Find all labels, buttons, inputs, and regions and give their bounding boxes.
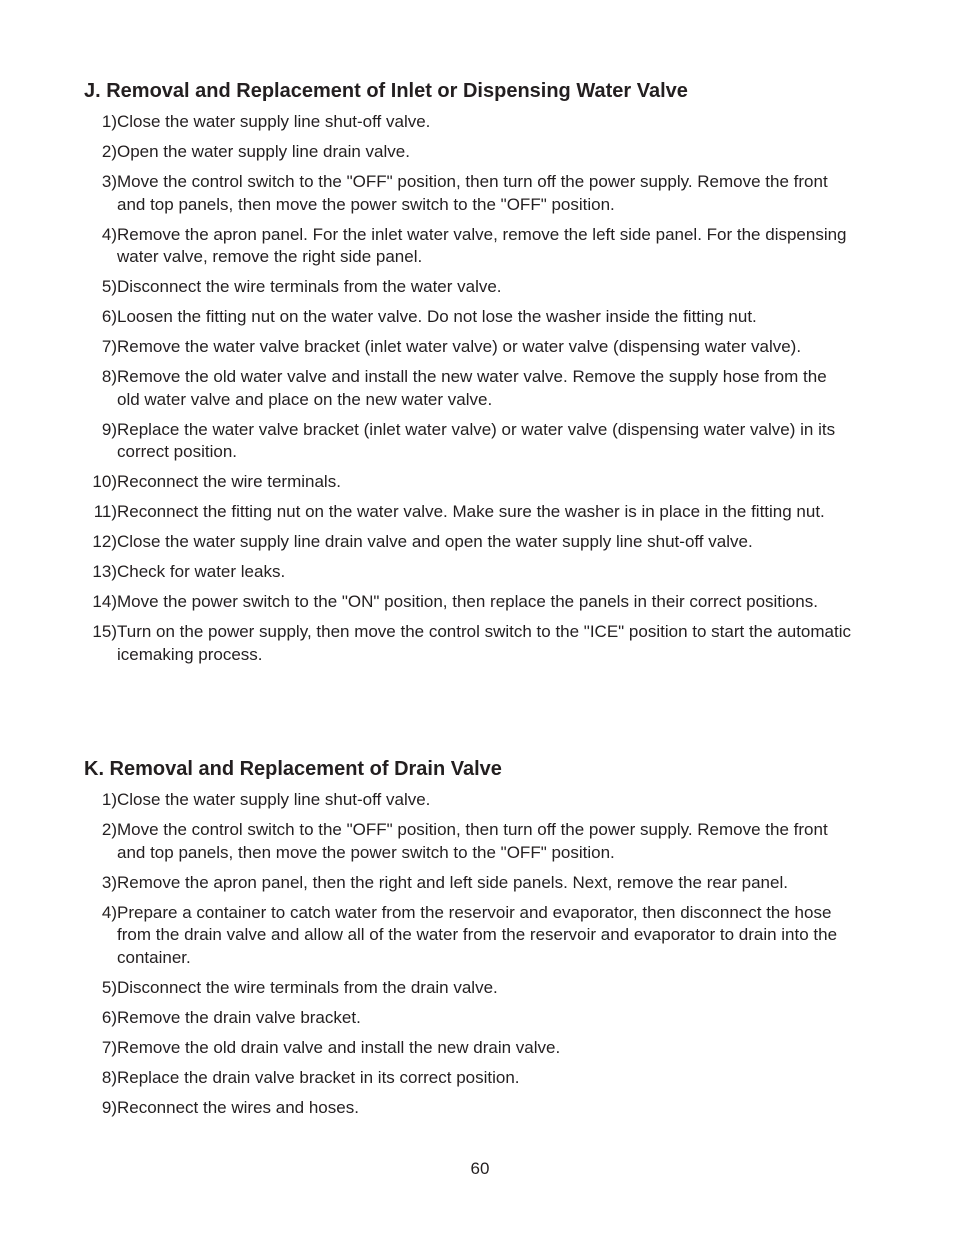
step-text: Remove the apron panel. For the inlet water valve, remove the left side panel. For the dispensing water valve, remove the right side panel.	[117, 224, 847, 266]
step-number: 2)	[101, 142, 117, 161]
step-number: 13)	[92, 562, 117, 581]
step-text: Remove the apron panel, then the right and left side panels. Next, remove the rear panel.	[117, 872, 788, 892]
list-item	[84, 621, 854, 666]
step-number: 15)	[92, 622, 117, 641]
step-number: 4)	[101, 224, 117, 244]
step-number: 9)	[101, 419, 117, 439]
step-text: Turn on the power supply, then move the control switch to the "ICE" position to start the automatic icemaking process.	[117, 622, 851, 664]
list-item	[84, 872, 854, 895]
list-item	[84, 419, 854, 464]
list-item	[84, 276, 854, 299]
step-number: 8)	[101, 367, 117, 386]
step-number: 11)	[93, 502, 117, 521]
step-text: Close the water supply line shut-off valve.	[117, 790, 431, 809]
list-item	[84, 111, 854, 134]
step-text: Disconnect the wire terminals from the water valve.	[117, 277, 502, 296]
step-text: Remove the old water valve and install the new water valve. Remove the supply hose from the old water valve and place on the new water valve.	[117, 367, 827, 409]
step-number: 7)	[101, 1037, 117, 1057]
step-number: 9)	[101, 1097, 117, 1117]
step-text: Close the water supply line drain valve and open the water supply line shut-off valve.	[117, 532, 753, 551]
step-number: 3)	[101, 872, 117, 892]
list-item	[84, 171, 854, 216]
list-item	[84, 819, 854, 864]
section-j-steps	[84, 111, 854, 666]
step-text: Replace the water valve bracket (inlet water valve) or water valve (dispensing water valve) in its correct position.	[117, 419, 836, 461]
step-number: 1)	[101, 790, 117, 809]
step-text: Loosen the fitting nut on the water valve. Do not lose the washer inside the fitting nut.	[117, 307, 757, 326]
page-number: 60	[470, 1159, 490, 1178]
step-number: 5)	[101, 977, 117, 997]
step-text: Reconnect the fitting nut on the water valve. Make sure the washer is in place in the fitting nut.	[117, 502, 825, 521]
list-item	[84, 366, 854, 411]
step-text: Reconnect the wires and hoses.	[117, 1097, 359, 1117]
list-item	[84, 224, 854, 269]
list-item	[84, 141, 854, 164]
step-text: Close the water supply line shut-off valve.	[117, 112, 431, 131]
section-k	[84, 757, 854, 1119]
step-text: Check for water leaks.	[117, 562, 286, 581]
list-item	[84, 789, 854, 812]
list-item	[84, 306, 854, 329]
step-text: Prepare a container to catch water from the reservoir and evaporator, then disconnect the hose from the drain valve and allow all of the water from the reservoir and evaporator to drain into the container.	[117, 902, 838, 967]
step-number: 7)	[101, 337, 117, 356]
section-j	[84, 79, 854, 666]
list-item	[84, 471, 854, 494]
list-item	[84, 561, 854, 584]
step-text: Replace the drain valve bracket in its correct position.	[117, 1067, 520, 1087]
step-text: Reconnect the wire terminals.	[117, 472, 341, 491]
step-text: Remove the water valve bracket (inlet water valve) or water valve (dispensing water valve).	[117, 337, 802, 356]
step-number: 6)	[101, 1007, 117, 1027]
list-item	[84, 1067, 854, 1090]
step-number: 6)	[101, 307, 117, 326]
step-number: 5)	[101, 277, 117, 296]
step-text: Open the water supply line drain valve.	[117, 142, 410, 161]
step-number: 1)	[101, 112, 117, 131]
step-number: 14)	[92, 592, 117, 611]
list-item	[84, 336, 854, 359]
list-item	[84, 902, 854, 970]
section-k-title: K. Removal and Replacement of Drain Valve	[84, 758, 502, 780]
step-number: 10)	[92, 472, 117, 491]
list-item	[84, 501, 854, 524]
step-text: Move the control switch to the "OFF" position, then turn off the power supply. Remove the front and top panels, then move the power switch to the "OFF" position.	[117, 172, 828, 214]
step-text: Move the control switch to the "OFF" position, then turn off the power supply. Remove the front and top panels, then move the power switch to the "OFF" position.	[117, 820, 828, 862]
step-text: Disconnect the wire terminals from the drain valve.	[117, 977, 498, 997]
list-item	[84, 1007, 854, 1030]
step-text: Remove the old drain valve and install the new drain valve.	[117, 1037, 561, 1057]
list-item	[84, 1097, 854, 1120]
step-number: 12)	[92, 532, 117, 551]
step-number: 4)	[101, 902, 117, 922]
list-item	[84, 977, 854, 1000]
step-number: 2)	[101, 820, 117, 839]
list-item	[84, 531, 854, 554]
step-text: Move the power switch to the "ON" position, then replace the panels in their correct positions.	[117, 592, 818, 611]
step-number: 3)	[101, 172, 117, 191]
section-k-steps	[84, 789, 854, 1119]
list-item	[84, 1037, 854, 1060]
step-number: 8)	[101, 1067, 117, 1087]
section-j-title: J. Removal and Replacement of Inlet or Dispensing Water Valve	[84, 80, 688, 102]
list-item	[84, 591, 854, 614]
step-text: Remove the drain valve bracket.	[117, 1007, 361, 1027]
